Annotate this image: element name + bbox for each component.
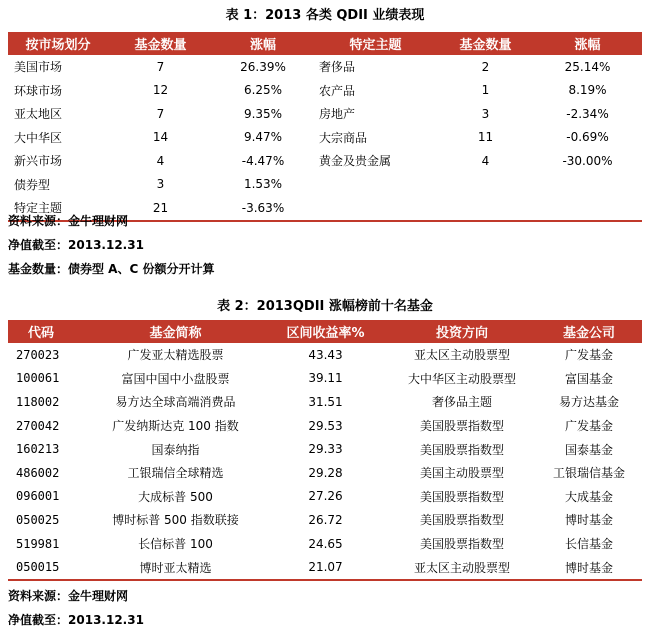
table-row xyxy=(8,367,642,391)
table-cell: -30.00% xyxy=(562,153,613,168)
table-cell: 7 xyxy=(156,59,165,74)
table-cell: 4 xyxy=(481,153,490,168)
column-header: 基金数量 xyxy=(108,32,213,55)
table-cell: 6.25% xyxy=(243,83,283,98)
table-cell: 黄金及贵金属 xyxy=(319,154,392,169)
table-row xyxy=(8,461,642,485)
table-cell: 31.51 xyxy=(308,394,343,409)
table-cell: 1.53% xyxy=(243,177,283,192)
table-cell: 富国中国中小盘股票 xyxy=(121,371,230,386)
table-cell: 环球市场 xyxy=(14,83,63,98)
table-cell: 国泰纳指 xyxy=(151,442,200,457)
column-header: 基金数量 xyxy=(438,32,533,55)
table-cell: 美国主动股票型 xyxy=(419,466,504,481)
table-cell: 博时基金 xyxy=(564,513,613,528)
column-header: 特定主题 xyxy=(313,32,438,55)
table-cell: 11 xyxy=(477,130,494,145)
date-note xyxy=(8,237,144,253)
table-cell: 大成基金 xyxy=(564,489,613,504)
table-cell: 亚太地区 xyxy=(14,107,63,122)
table2-title: 表 2：2013QDII 涨幅榜前十名基金 xyxy=(217,299,433,314)
table-cell: 美国股票指数型 xyxy=(419,489,504,504)
table-cell: 广发亚太精选股票 xyxy=(127,348,224,363)
table-cell: 美国股票指数型 xyxy=(419,513,504,528)
table-cell: 大成标普 500 xyxy=(138,489,213,504)
table-cell: 29.28 xyxy=(308,465,343,480)
table-cell: 亚太区主动股票型 xyxy=(413,348,510,363)
table-cell: 博时标普 500 指数联接 xyxy=(112,513,239,528)
table-cell: 14 xyxy=(152,130,169,145)
table-cell: 大宗商品 xyxy=(319,130,368,145)
table-cell: 长信标普 100 xyxy=(138,537,213,552)
source-note-2: 资料来源：金牛理财网 xyxy=(8,589,129,603)
table-header-row xyxy=(8,320,642,343)
table-cell: 486002 xyxy=(16,465,60,480)
table-cell: 债券型 xyxy=(14,177,51,192)
table-cell xyxy=(533,173,642,197)
table-cell: 25.14% xyxy=(564,59,611,74)
table-cell: 100061 xyxy=(16,371,60,386)
table-cell: 工银瑞信全球精选 xyxy=(127,466,224,481)
table-cell: 易方达基金 xyxy=(558,395,619,410)
table-cell: 长信基金 xyxy=(564,537,613,552)
table-cell: -4.47% xyxy=(241,153,285,168)
table-cell: 27.26 xyxy=(308,489,343,504)
table-row xyxy=(8,173,642,197)
table-cell: 050025 xyxy=(16,512,60,527)
table-row xyxy=(8,555,642,580)
table-row xyxy=(8,532,642,556)
table-cell: 270042 xyxy=(16,418,60,433)
table-cell: 广发基金 xyxy=(564,348,613,363)
date-label-2: 净值截至： xyxy=(8,613,69,627)
column-header: 区间收益率% xyxy=(263,320,388,343)
table-row xyxy=(8,102,642,126)
table-cell xyxy=(438,196,533,221)
qdii-performance-table xyxy=(8,32,642,222)
table-row xyxy=(8,508,642,532)
table-cell xyxy=(313,173,438,197)
table-cell: -2.34% xyxy=(566,106,609,121)
table-cell: 118002 xyxy=(16,394,60,409)
date-value: 2013.12.31 xyxy=(68,238,144,252)
table-cell xyxy=(533,196,642,221)
table-cell: 易方达全球高端消费品 xyxy=(115,395,236,410)
table-cell: 富国基金 xyxy=(564,371,613,386)
table-cell: 工银瑞信基金 xyxy=(552,466,625,481)
table-cell: 270023 xyxy=(16,347,60,362)
table-cell: 国泰基金 xyxy=(564,442,613,457)
table-cell: 新兴市场 xyxy=(14,154,63,169)
date-value-2: 2013.12.31 xyxy=(68,613,144,627)
table-cell: 519981 xyxy=(16,536,60,551)
table-cell: 39.11 xyxy=(308,371,343,386)
table-row xyxy=(8,414,642,438)
table-cell: 特定主题 xyxy=(8,196,108,221)
table-cell: 26.72 xyxy=(308,512,343,527)
table-cell: 广发纳斯达克 100 指数 xyxy=(112,419,239,434)
table-cell: 美国市场 xyxy=(14,60,63,75)
table-cell xyxy=(313,196,438,221)
table-row xyxy=(8,343,642,367)
table-row xyxy=(8,390,642,414)
table1-title: 表 1：2013 各类 QDII 业绩表现 xyxy=(225,8,425,23)
table-cell: -0.69% xyxy=(566,130,609,145)
table-cell: 3 xyxy=(156,177,165,192)
table-cell: 12 xyxy=(152,83,169,98)
table-cell: 2 xyxy=(481,59,490,74)
column-header: 按市场划分 xyxy=(8,32,108,55)
table-cell: 3 xyxy=(481,106,490,121)
table-cell: 21.07 xyxy=(263,555,388,580)
date-label: 净值截至： xyxy=(8,238,69,252)
table-cell: 博时基金 xyxy=(536,555,642,580)
table-row xyxy=(8,437,642,461)
date-note-2 xyxy=(8,612,144,628)
table-cell xyxy=(438,173,533,197)
table-cell: 广发基金 xyxy=(564,419,613,434)
table-cell: 21 xyxy=(108,196,213,221)
table-cell: 9.35% xyxy=(243,106,283,121)
table-cell: -3.63% xyxy=(213,196,313,221)
table-cell: 8.19% xyxy=(568,83,607,98)
source-note: 资料来源：金牛理财网 xyxy=(8,214,129,228)
table-cell: 美国股票指数型 xyxy=(419,537,504,552)
column-header: 基金公司 xyxy=(536,320,642,343)
table-cell: 26.39% xyxy=(240,59,286,74)
table-cell: 160213 xyxy=(16,442,60,457)
column-header: 基金简称 xyxy=(88,320,263,343)
table-cell: 29.53 xyxy=(308,418,343,433)
table-cell: 7 xyxy=(156,106,165,121)
table-cell: 29.33 xyxy=(308,442,343,457)
table-header-row xyxy=(8,32,642,55)
table-cell: 美国股票指数型 xyxy=(419,419,504,434)
table-cell: 096001 xyxy=(16,489,60,504)
table-row xyxy=(8,149,642,173)
count-note: 基金数量：债券型 A、C 份额分开计算 xyxy=(8,262,215,276)
table-row xyxy=(8,126,642,150)
table-cell: 农产品 xyxy=(319,83,356,98)
table-cell: 43.43 xyxy=(308,347,343,362)
table-cell: 奢侈品主题 xyxy=(431,395,492,410)
table-cell: 美国股票指数型 xyxy=(419,442,504,457)
table-cell: 050015 xyxy=(8,555,88,580)
table-row xyxy=(8,485,642,509)
table-cell: 9.47% xyxy=(243,130,283,145)
table-cell: 大中华区主动股票型 xyxy=(407,371,516,386)
column-header: 代码 xyxy=(8,320,88,343)
table-cell: 24.65 xyxy=(308,536,343,551)
table-cell: 亚太区主动股票型 xyxy=(388,555,536,580)
table-cell: 4 xyxy=(156,153,165,168)
column-header: 涨幅 xyxy=(213,32,313,55)
top10-funds-table xyxy=(8,320,642,581)
column-header: 投资方向 xyxy=(388,320,536,343)
table-cell: 博时亚太精选 xyxy=(88,555,263,580)
table-row xyxy=(8,79,642,103)
table-cell: 1 xyxy=(481,83,490,98)
table-cell: 房地产 xyxy=(319,107,356,122)
column-header: 涨幅 xyxy=(533,32,642,55)
table-cell: 大中华区 xyxy=(14,130,63,145)
table-row xyxy=(8,55,642,79)
table-cell: 奢侈品 xyxy=(319,60,356,75)
